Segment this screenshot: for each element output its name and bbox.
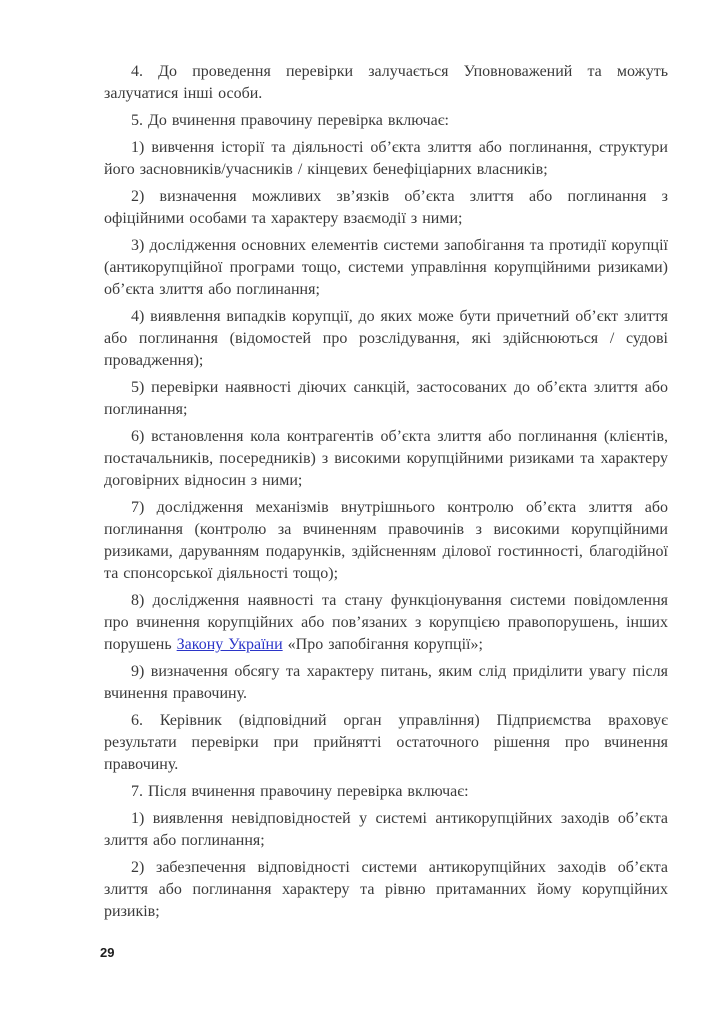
paragraph-text-after-link: «Про запобігання корупції»; [282,636,483,653]
paragraph-text-before-link: 8) дослідження наявності та стану функціонування системи повідомлення про вчинення корупційних або пов’язаних з корупцією правопорушень, інших порушень [104,592,668,653]
paragraph-item-4: 4) виявлення випадків корупції, до яких може бути причетний об’єкт злиття або поглинання (відомостей про розслідування, які здійснюються / судові провадження); [104,308,668,369]
paragraph-clause-6: 6. Керівник (відповідний орган управління) Підприємства враховує результати перевірки при прийнятті остаточного рішення про вчинення правочину. [104,712,668,773]
paragraph-item-9: 9) визначення обсягу та характеру питань, яким слід приділити увагу після вчинення правочину. [104,663,668,702]
paragraph-clause-4: 4. До проведення перевірки залучається Уповноважений та можуть залучатися інші особи. [104,63,668,102]
paragraph-item-2: 2) визначення можливих зв’язків об’єкта злиття або поглинання з офіційними особами та характеру взаємодії з ними; [104,188,668,227]
paragraph-item-3: 3) дослідження основних елементів системи запобігання та протидії корупції (антикорупційної програми тощо, системи управління корупційними ризиками) об’єкта злиття або поглинання; [104,237,668,298]
link-zakonu-ukrainy[interactable]: Закону України [176,636,283,653]
paragraph-item-1: 1) вивчення історії та діяльності об’єкта злиття або поглинання, структури його засновників/учасників / кінцевих бенефіціарних власників; [104,139,668,178]
paragraph-item-6: 6) встановлення кола контрагентів об’єкта злиття або поглинання (клієнтів, постачальників, посередників) з високими корупційними ризиками та характеру договірних відносин з ними; [104,428,668,489]
paragraph-clause-7: 7. Після вчинення правочину перевірка включає: [131,783,469,800]
page-footer [100,945,114,960]
paragraph-item-post-1: 1) виявлення невідповідностей у системі антикорупційних заходів об’єкта злиття або поглинання; [104,810,668,849]
paragraph-item-7: 7) дослідження механізмів внутрішнього контролю об’єкта злиття або поглинання (контролю за вчиненням правочинів з високими корупційними ризиками, даруванням подарунків, здійсненням ділової гостинності, благодійної та спонсорської діяльності тощо); [104,499,668,582]
document-body [104,61,668,928]
paragraph-item-8 [104,590,668,656]
paragraph-clause-5: 5. До вчинення правочину перевірка включає: [131,112,449,129]
paragraph-item-5: 5) перевірки наявності діючих санкцій, застосованих до об’єкта злиття або поглинання; [104,379,668,418]
page-number: 29 [100,945,115,960]
paragraph-item-post-2: 2) забезпечення відповідності системи антикорупційних заходів об’єкта злиття або поглинання характеру та рівню притаманних йому корупційних ризиків; [104,859,668,920]
